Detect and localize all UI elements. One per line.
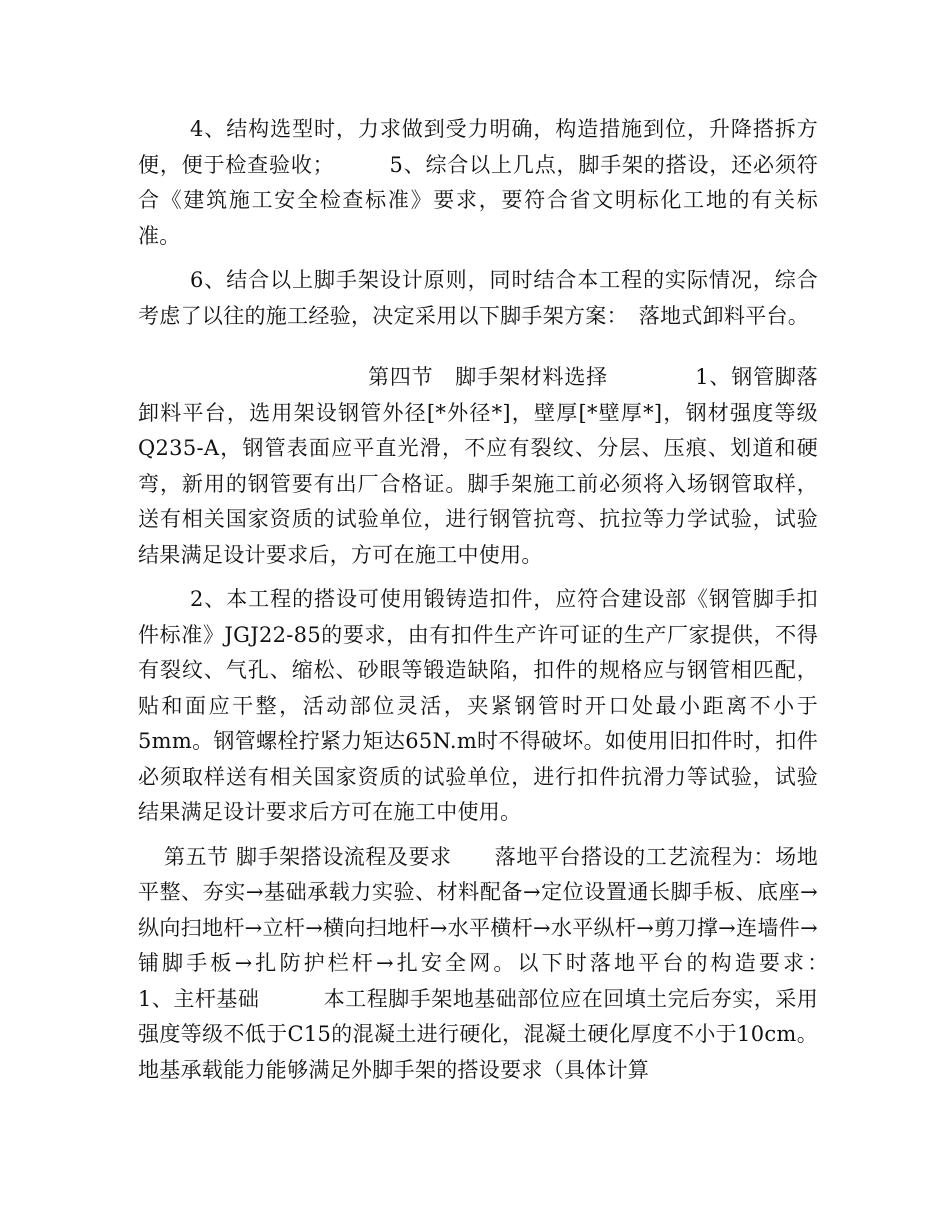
paragraph-section-five-process: 第五节 脚手架搭设流程及要求 落地平台搭设的工艺流程为：场地平整、夯实→基础承载力实验、材料配备→定位设置通长脚手板、底座→纵向扫地杆→立杆→横向扫地杆→水平横杆→水平纵杆→剪刀撑→连墙件→铺脚手板→扎防护栏杆→扎安全网。以下时落地平台的构造要求： 1、主杆基础 本工程脚手架地基础部位应在回填土完后夯实，采用强度等级不低于C15的混凝土进行硬化，混凝土硬化厚度不小于10cm。地基承载能力能够满足外脚手架的搭设要求（具体计算 (138, 844, 882, 1082)
paragraph-section-four-materials: 第四节 脚手架材料选择 1、钢管脚落卸料平台，选用架设钢管外径[*外径*]，壁厚[*壁厚*]，钢材强度等级Q235-A，钢管表面应平直光滑，不应有裂纹、分层、压痕、划道和硬弯，新用的钢管要有出厂合格证。脚手架施工前必须将入场钢管取样，送有相关国家资质的试验单位，进行钢管抗弯、抗拉等力学试验，试验结果满足设计要求后，方可在施工中使用。 (138, 365, 818, 567)
paragraph-scaffold-scheme: 6、结合以上脚手架设计原则，同时结合本工程的实际情况，综合考虑了以往的施工经验，决定采用以下脚手架方案： 落地式卸料平台。 (138, 268, 818, 328)
document-body (138, 112, 882, 1088)
paragraph-fasteners: 2、本工程的搭设可使用锻铸造扣件，应符合建设部《钢管脚手扣件标准》JGJ22-85的要求，由有扣件生产许可证的生产厂家提供，不得有裂纹、气孔、缩松、砂眼等锻造缺陷，扣件的规格应与钢管相匹配，贴和面应干整，活动部位灵活，夹紧钢管时开口处最小距离不小于5mm。钢管螺栓拧紧力矩达65N.m时不得破坏。如使用旧扣件时，扣件必须取样送有相关国家资质的试验单位，进行扣件抗滑力等试验，试验结果满足设计要求后方可在施工中使用。 (138, 587, 818, 824)
paragraph-structure-selection: 4、结构选型时，力求做到受力明确，构造措施到位，升降搭拆方便，便于检查验收； 5、综合以上几点，脚手架的搭设，还必须符合《建筑施工安全检查标准》要求，要符合省文明标化工地的有关标准。 (138, 117, 818, 248)
